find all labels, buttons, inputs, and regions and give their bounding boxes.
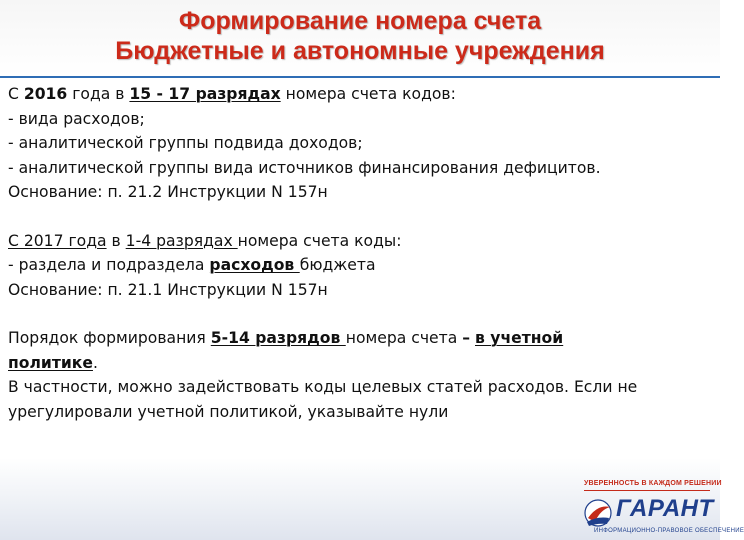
accounting-policy-a: в учетной [475, 329, 564, 347]
paragraph-digits-5-14: Порядок формирования 5-14 разрядов номера счета – в учетной [8, 329, 564, 347]
year-2017: С 2017 года [8, 231, 107, 250]
list-item-deficit-sources: - аналитической группы вида источников финансирования дефицитов. [8, 158, 601, 177]
header-divider [0, 76, 720, 78]
brand-subtitle: ИНФОРМАЦИОННО-ПРАВОВОЕ ОБЕСПЕЧЕНИЕ [594, 528, 744, 534]
paragraph-2017-intro: С 2017 года в 1-4 разрядах номера счета коды: [8, 231, 402, 250]
list-item-income-subtype: - аналитической группы подвида доходов; [8, 134, 363, 152]
slide-title-line-2: Бюджетные и автономные учреждения [115, 37, 605, 65]
brand-name: ГАРАНТ [616, 495, 714, 522]
brand-slogan: УВЕРЕННОСТЬ В КАЖДОМ РЕШЕНИИ [584, 480, 722, 487]
paragraph-2016-intro: С 2016 года в 15 - 17 разрядах номера счета кодов: [8, 85, 456, 103]
slide-title-line-1: Формирование номера счета [178, 7, 542, 35]
slide-body [8, 82, 714, 424]
digits-15-17: 15 - 17 разрядах [129, 85, 281, 103]
paragraph-target-codes: В частности, можно задействовать коды целевых статей расходов. Если не урегулировали учетной политикой, указывайте нули [8, 378, 638, 421]
year-2016: 2016 [23, 85, 68, 103]
list-item-budget-section: - раздела и подраздела расходов бюджета [8, 256, 376, 274]
paragraph-digits-5-14-cont: политике. [8, 353, 98, 372]
slogan-underline [584, 490, 710, 491]
list-item-expense-type: - вида расходов; [8, 109, 145, 128]
basis-2016: Основание: п. 21.2 Инструкции N 157н [8, 183, 328, 201]
slide-header [0, 0, 720, 76]
basis-2017: Основание: п. 21.1 Инструкции N 157н [8, 280, 328, 299]
garant-logo-icon [583, 496, 613, 530]
digits-1-4: 1-4 разрядах [125, 231, 238, 250]
expenses-emphasis: расходов [209, 256, 300, 274]
accounting-policy-b: политике [8, 353, 93, 372]
digits-5-14: 5-14 разрядов [210, 329, 346, 347]
